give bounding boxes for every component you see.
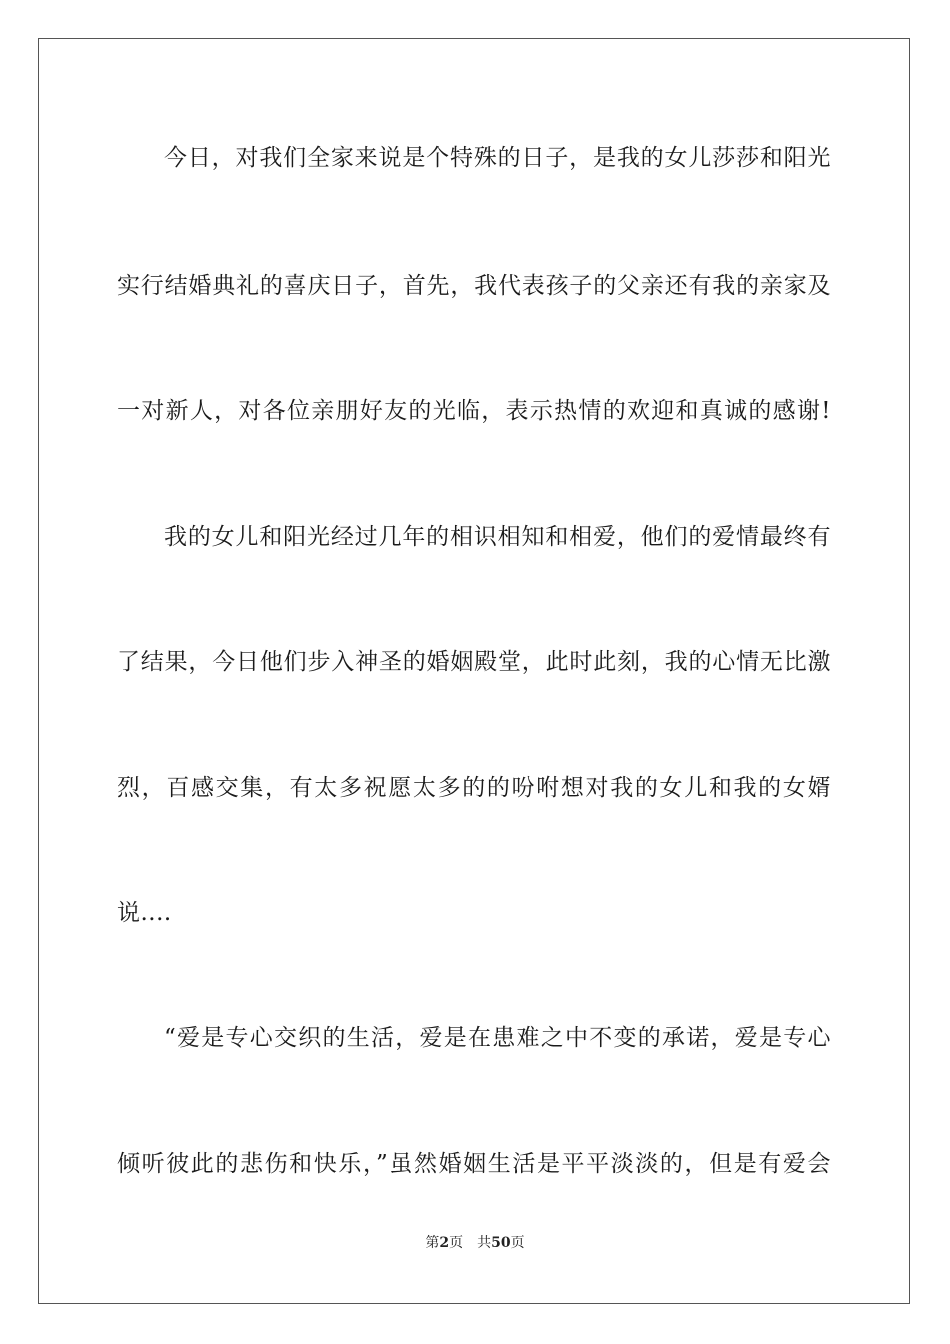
page-number: 2	[439, 1235, 450, 1251]
page-footer	[39, 1234, 911, 1252]
text-line-8: “爱是专心交织的生活，爱是在患难之中不变的承诺，爱是专心	[164, 1025, 831, 1051]
total-prefix: 共	[477, 1235, 492, 1251]
text-line-7: 说....	[117, 900, 172, 926]
text-line-5: 了结果，今日他们步入神圣的婚姻殿堂，此时此刻，我的心情无比激	[117, 649, 831, 675]
page-suffix: 页	[449, 1235, 464, 1251]
text-line-1: 今日，对我们全家来说是个特殊的日子，是我的女儿莎莎和阳光	[164, 145, 831, 171]
text-line-2: 实行结婚典礼的喜庆日子，首先，我代表孩子的父亲还有我的亲家及	[117, 273, 831, 299]
total-suffix: 页	[510, 1235, 525, 1251]
text-line-4: 我的女儿和阳光经过几年的相识相知和相爱，他们的爱情最终有	[164, 524, 831, 550]
page-frame	[38, 38, 910, 1304]
page-prefix: 第	[425, 1235, 440, 1251]
total-pages: 50	[491, 1235, 511, 1251]
text-line-6: 烈，百感交集，有太多祝愿太多的的吩咐想对我的女儿和我的女婿	[117, 775, 831, 801]
text-line-9: 倾听彼此的悲伤和快乐，”虽然婚姻生活是平平淡淡的，但是有爱会	[117, 1151, 831, 1177]
text-line-3: 一对新人，对各位亲朋好友的光临，表示热情的欢迎和真诚的感谢!	[117, 398, 831, 424]
